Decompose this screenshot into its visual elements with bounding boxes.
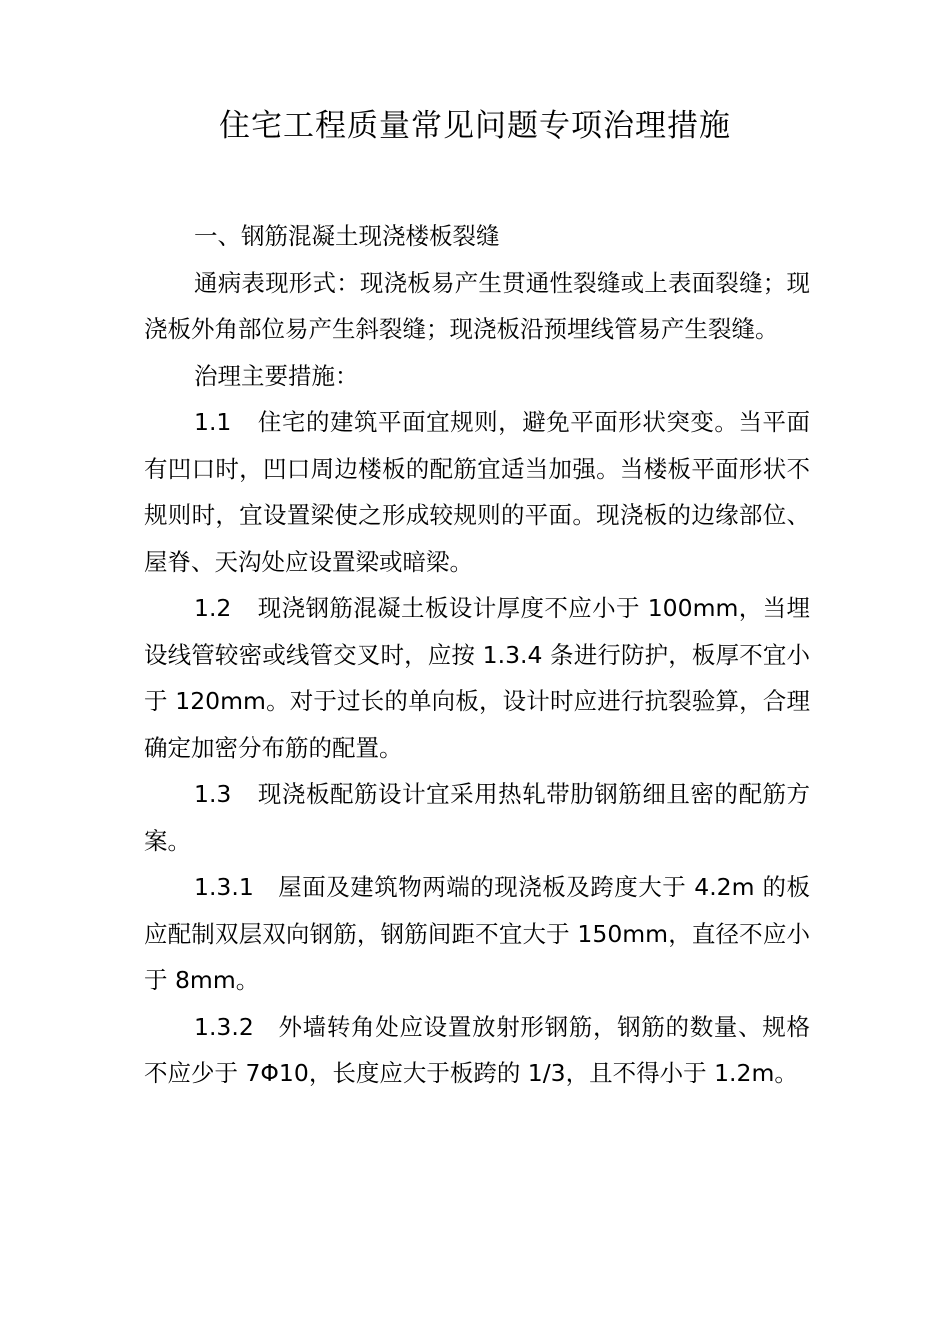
measure-item	[144, 399, 810, 585]
measure-item	[144, 771, 810, 864]
document-body	[144, 213, 810, 1097]
measure-item-number: 1.3.2	[194, 1012, 254, 1041]
measure-item-number: 1.1	[194, 408, 232, 436]
measure-item	[144, 1004, 810, 1097]
measure-item-text: 屋面及建筑物两端的现浇板及跨度大于 4.2m 的板应配制双层双向钢筋，钢筋间距不宜大于 150mm，直径不应小于 8mm。	[144, 873, 810, 994]
measure-item-text: 外墙转角处应设置放射形钢筋，钢筋的数量、规格不应少于 7Φ10，长度应大于板跨的 1/3，且不得小于 1.2m。	[144, 1012, 810, 1087]
measure-item-text: 住宅的建筑平面宜规则，避免平面形状突变。当平面有凹口时，凹口周边楼板的配筋宜适当加强。当楼板平面形状不规则时，宜设置梁使之形成较规则的平面。现浇板的边缘部位、屋脊、天沟处应设置梁或暗梁。	[144, 408, 810, 576]
symptom-paragraph: 通病表现形式：现浇板易产生贯通性裂缝或上表面裂缝；现浇板外角部位易产生斜裂缝；现浇板沿预埋线管易产生裂缝。	[144, 268, 810, 343]
measure-item-number: 1.2	[194, 594, 232, 622]
measure-item-text: 现浇钢筋混凝土板设计厚度不应小于 100mm，当埋设线管较密或线管交叉时，应按 1.3.4 条进行防护，板厚不宜小于 120mm。对于过长的单向板，设计时应进行抗裂验算，合理确定加密分布筋的配置。	[144, 594, 810, 762]
measure-item-text: 现浇板配筋设计宜采用热轧带肋钢筋细且密的配筋方案。	[144, 780, 810, 855]
measure-item-number: 1.3.1	[194, 873, 254, 901]
measure-item-number: 1.3	[194, 780, 232, 808]
measure-item	[144, 864, 810, 1004]
measure-item	[144, 585, 810, 771]
section-heading: 一、钢筋混凝土现浇楼板裂缝	[194, 222, 500, 250]
measures-heading: 治理主要措施：	[194, 361, 359, 390]
document-title: 住宅工程质量常见问题专项治理措施	[219, 108, 731, 144]
